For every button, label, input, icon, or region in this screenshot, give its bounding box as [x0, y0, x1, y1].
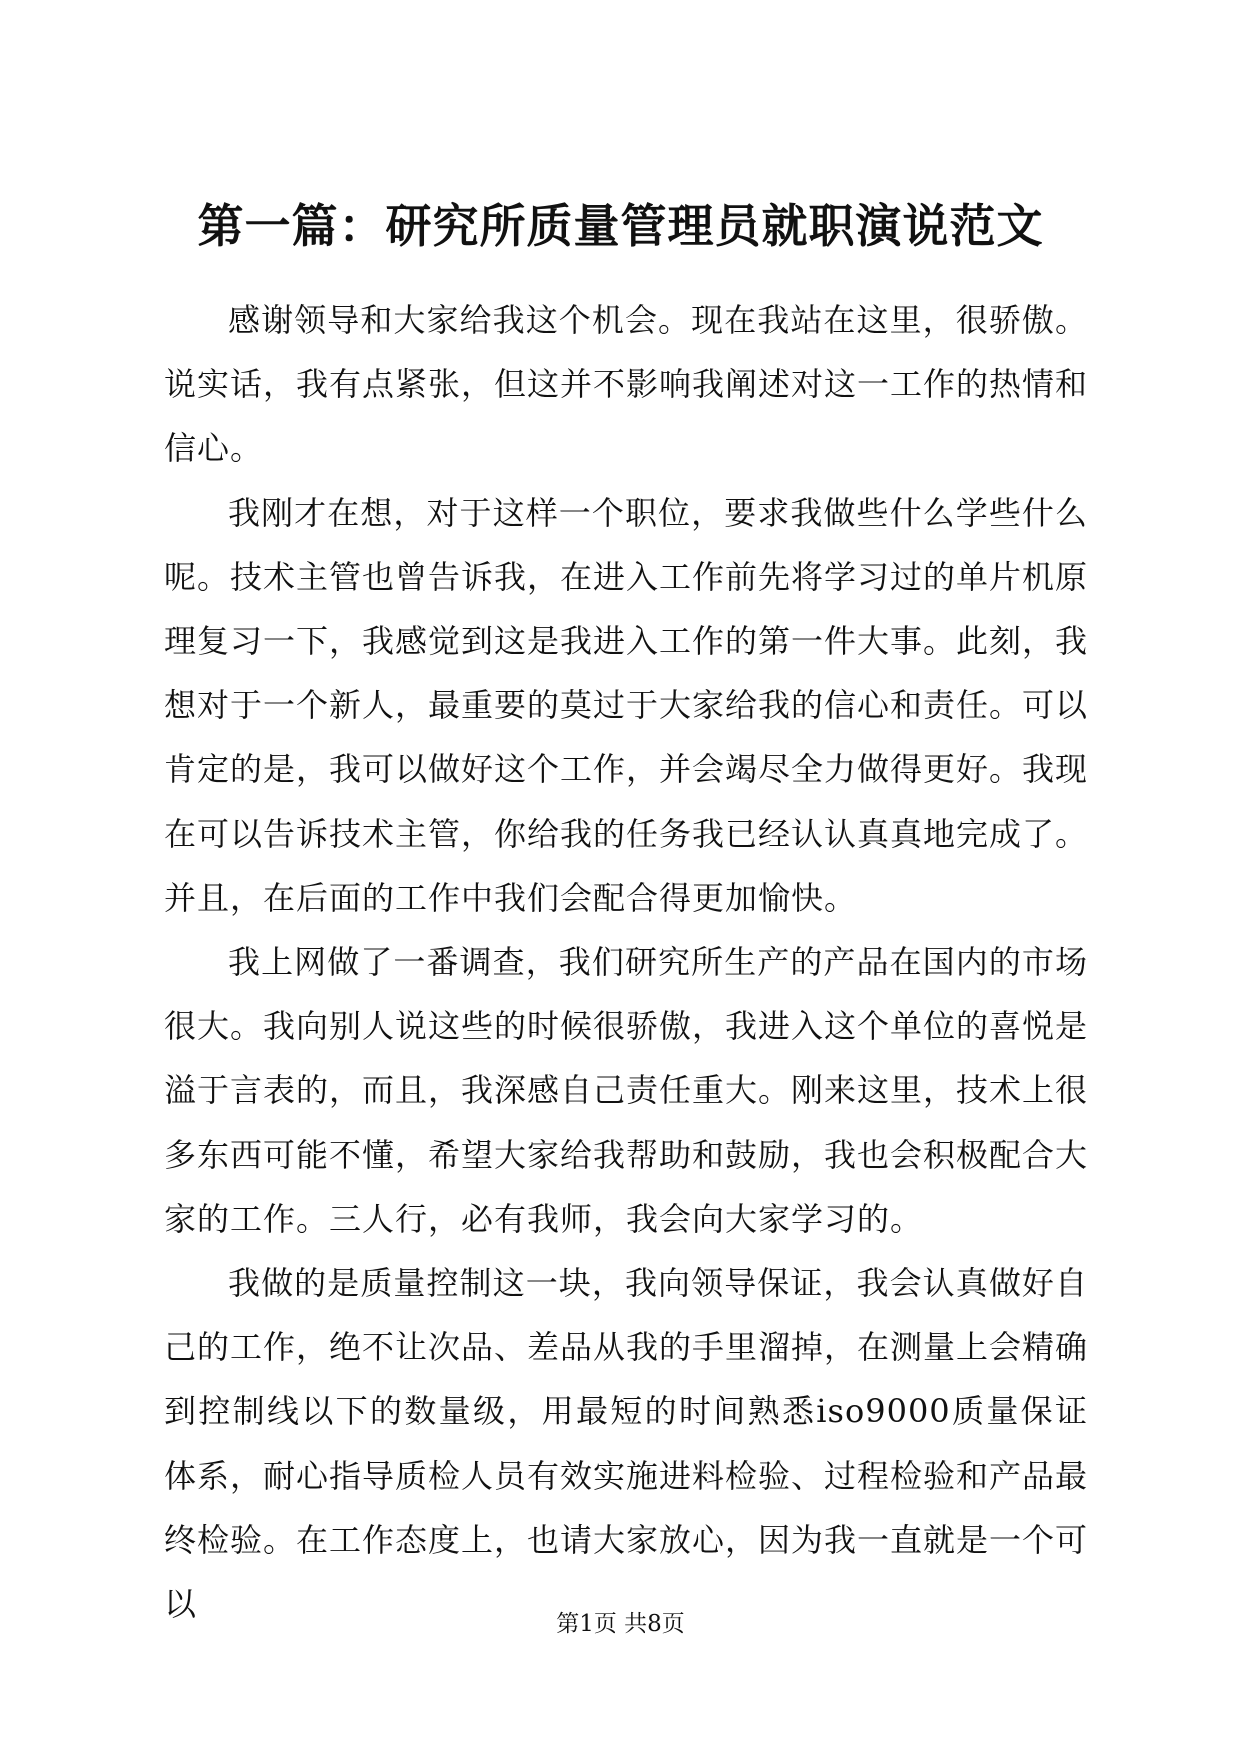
document-title: 第一篇：研究所质量管理员就职演说范文	[197, 199, 1044, 253]
paragraph: 我刚才在想，对于这样一个职位，要求我做些什么学些什么呢。技术主管也曾告诉我，在进入工作前先将学习过的单片机原理复习一下，我感觉到这是我进入工作的第一件大事。此刻，我想对于一个新人，最重要的莫过于大家给我的信心和责任。可以肯定的是，我可以做好这个工作，并会竭尽全力做得更好。我现在可以告诉技术主管，你给我的任务我已经认认真真地完成了。并且，在后面的工作中我们会配合得更加愉快。	[164, 493, 1089, 917]
document-body	[164, 288, 1088, 1636]
paragraph: 我上网做了一番调查，我们研究所生产的产品在国内的市场很大。我向别人说这些的时候很骄傲，我进入这个单位的喜悦是溢于言表的，而且，我深感自己责任重大。刚来这里，技术上很多东西可能不懂，希望大家给我帮助和鼓励，我也会积极配合大家的工作。三人行，必有我师，我会向大家学习的。	[164, 943, 1089, 1238]
paragraph: 我做的是质量控制这一块，我向领导保证，我会认真做好自己的工作，绝不让次品、差品从我的手里溜掉，在测量上会精确到控制线以下的数量级，用最短的时间熟悉iso9000质量保证体系，耐心指导质检人员有效实施进料检验、过程检验和产品最终检验。在工作态度上，也请大家放心，因为我一直就是一个可以	[164, 1264, 1089, 1624]
page-number-footer: 第1页 共8页	[556, 1611, 685, 1637]
paragraph: 感谢领导和大家给我这个机会。现在我站在这里，很骄傲。说实话，我有点紧张，但这并不影响我阐述对这一工作的热情和信心。	[164, 301, 1089, 468]
